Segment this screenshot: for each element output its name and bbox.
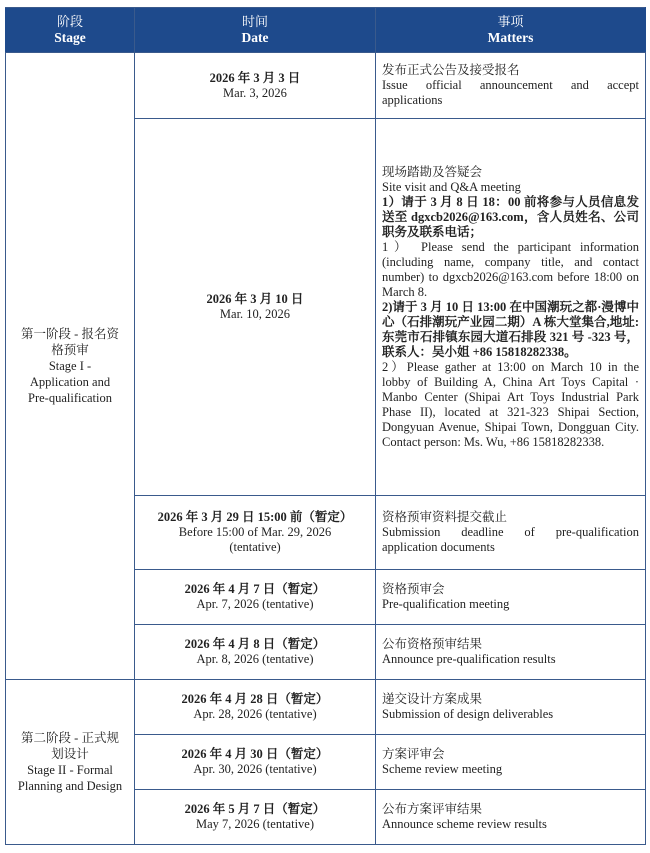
date-en: May 7, 2026 (tentative) — [195, 817, 315, 831]
date-zh: 2026 年 4 月 28 日（暂定） — [181, 692, 329, 706]
table-row — [6, 53, 646, 119]
header-date-en: Date — [241, 30, 269, 45]
date-en: Mar. 10, 2026 — [219, 307, 291, 321]
matter-zh: 发布正式公告及接受报名 — [382, 63, 520, 77]
date-zh: 2026 年 5 月 7 日（暂定） — [184, 802, 326, 816]
date-en: Apr. 28, 2026 (tentative) — [193, 707, 317, 721]
header-date — [135, 8, 376, 53]
matter-en: Announce scheme review results — [382, 817, 547, 831]
stage-cell-2 — [6, 680, 135, 845]
date-cell — [135, 735, 376, 790]
matter-cell — [376, 735, 646, 790]
note-2-en: 2）Please gather at 13:00 on March 10 in the lobby of Building A, China Art Toys Capital · Manbo Center (Shipai Art Toys Industrial Park Phase II), located at 321-323 Shipai Section, Dongyuan Avenue, Shipai Town, Dongguan City. Contact person: Ms. Wu, +86 15818282338. — [382, 359, 639, 449]
stage-cell-1 — [6, 53, 135, 680]
matter-cell — [376, 119, 646, 496]
date-en: Apr. 7, 2026 (tentative) — [196, 597, 314, 611]
matter-cell — [376, 496, 646, 570]
matter-en: Issue official announcement and accept applications — [382, 78, 639, 107]
date-cell — [135, 680, 376, 735]
date-cell — [135, 496, 376, 570]
header-matters-zh: 事项 — [497, 14, 524, 29]
date-zh: 2026 年 3 月 3 日 — [209, 70, 301, 85]
matter-en: Submission of design deliverables — [382, 707, 554, 721]
date-zh: 2026 年 3 月 10 日 — [206, 292, 304, 306]
stage-2-zh: 第二阶段 - 正式规划设计 — [21, 731, 119, 761]
stage-1-en: Stage I - Application and Pre-qualification — [28, 359, 112, 405]
header-matters — [376, 8, 646, 53]
matter-en: Scheme review meeting — [382, 762, 503, 776]
matter-en: Announce pre-qualification results — [382, 652, 556, 666]
table-row — [6, 680, 646, 735]
matter-en: Submission deadline of pre-qualification application documents — [382, 525, 639, 554]
matter-zh: 现场踏勘及答疑会 — [382, 164, 483, 179]
matter-zh: 资格预审会 — [382, 582, 445, 596]
header-stage-en: Stage — [54, 30, 86, 45]
date-en: Apr. 8, 2026 (tentative) — [196, 652, 314, 666]
date-en: Apr. 30, 2026 (tentative) — [193, 762, 317, 776]
header-stage — [6, 8, 135, 53]
date-cell — [135, 119, 376, 496]
date-en: Mar. 3, 2026 — [223, 85, 287, 100]
note-1-en: 1） Please send the participant information (including name, company title, and contact number) to dgxcb2026@163.com before 18:00 on March 8. — [382, 239, 639, 299]
date-cell — [135, 570, 376, 625]
matter-zh: 递交设计方案成果 — [382, 692, 483, 706]
schedule-table — [5, 7, 646, 845]
matter-cell — [376, 570, 646, 625]
date-en: Before 15:00 of Mar. 29, 2026 — [178, 525, 332, 539]
date-zh: 2026 年 3 月 29 日 15:00 前（暂定） — [157, 510, 353, 524]
matter-zh: 资格预审资料提交截止 — [382, 510, 508, 524]
matter-zh: 方案评审会 — [382, 747, 445, 761]
matter-zh: 公布方案评审结果 — [382, 802, 483, 816]
matter-en: Site visit and Q&A meeting — [382, 179, 521, 194]
date-zh: 2026 年 4 月 30 日（暂定） — [181, 747, 329, 761]
matter-cell — [376, 790, 646, 845]
stage-2-en: Stage II - Formal Planning and Design — [17, 763, 123, 793]
matter-cell — [376, 680, 646, 735]
note-2-zh: 2)请于 3 月 10 日 13:00 在中国潮玩之都·漫博中心（石排潮玩产业园二期）A 栋大堂集合,地址:东莞市石排镇东园大道石排段 321 号 -323 号，联系人：吴小姐 +86 15818282338。 — [382, 299, 639, 359]
note-1-zh: 1）请于 3 月 8 日 18：00 前将参与人员信息发送至 dgxcb2026@163.com，含人员姓名、公司职务及联系电话； — [382, 194, 639, 239]
date-zh: 2026 年 4 月 7 日（暂定） — [184, 582, 326, 596]
date-cell — [135, 625, 376, 680]
matter-cell — [376, 53, 646, 119]
matter-cell — [376, 625, 646, 680]
date-en-tentative: (tentative) — [229, 540, 281, 554]
stage-1-zh: 第一阶段 - 报名资格预审 — [21, 327, 119, 357]
table-header-row — [6, 8, 646, 53]
matter-zh: 公布资格预审结果 — [382, 637, 483, 651]
header-stage-zh: 阶段 — [56, 14, 83, 29]
date-cell — [135, 53, 376, 119]
date-cell — [135, 790, 376, 845]
header-matters-en: Matters — [487, 30, 534, 45]
header-date-zh: 时间 — [241, 14, 268, 29]
matter-en: Pre-qualification meeting — [382, 597, 510, 611]
date-zh: 2026 年 4 月 8 日（暂定） — [184, 637, 326, 651]
